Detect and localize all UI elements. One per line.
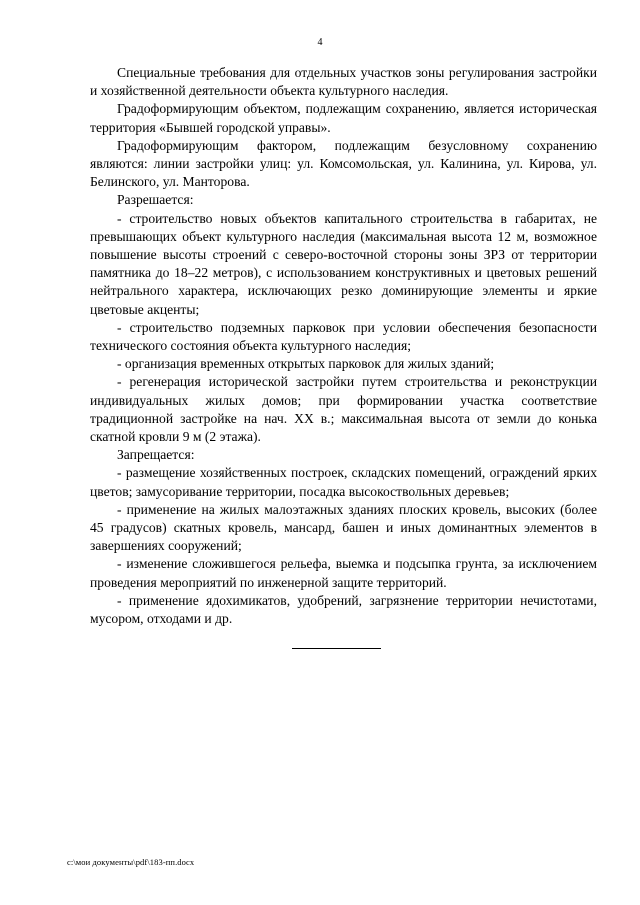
- paragraph-town-forming-object: Градоформирующим объектом, подлежащим сохранению, является историческая территория «Бывшей городской управы».: [90, 101, 597, 135]
- page-number: 4: [317, 37, 323, 48]
- list-item-prohibited-outbuildings: - размещение хозяйственных построек, складских помещений, ограждений ярких цветов; замусоривание территории, посадка высокоствольных деревьев;: [90, 465, 597, 499]
- list-item-prohibited-roofs: - применение на жилых малоэтажных зданиях плоских кровель, высоких (более 45 градусов) скатных кровель, мансард, башен и иных доминантных элементов в завершениях сооружений;: [90, 501, 597, 554]
- list-item-allowed-temporary-parking: - организация временных открытых парковок для жилых зданий;: [117, 356, 495, 372]
- paragraph-town-forming-factor: Градоформирующим фактором, подлежащим безусловному сохранению являются: линии застройки улиц: ул. Комсомольская, ул. Калинина, ул. Кирова, ул. Белинского, ул. Манторова.: [90, 137, 597, 190]
- list-item-allowed-construction: - строительство новых объектов капитального строительства в габаритах, не превышающих объект культурного наследия (максимальная высота 12 м, возможное повышение высоты строений с северо-восточной стороны зоны ЗРЗ от территории памятника до 18–22 метров), с использованием конструктивных и цветовых решений нейтрального характера, исключающих резко доминирующие элементы и яркие цветовые акценты;: [90, 210, 597, 317]
- document-body: [90, 64, 597, 628]
- list-item-allowed-underground-parking: - строительство подземных парковок при условии обеспечения безопасности технического состояния объекта культурного наследия;: [90, 319, 597, 354]
- list-item-allowed-regeneration: - регенерация исторической застройки путем строительства и реконструкции индивидуальных жилых домов; при формировании участка соответствие традиционной застройке на нач. XX в.; максимальная высота от земли до конька скатной кровли 9 м (2 этажа).: [90, 374, 597, 445]
- list-item-prohibited-relief-change: - изменение сложившегося рельефа, выемка и подсыпка грунта, за исключением проведения мероприятий по инженерной защите территорий.: [90, 556, 597, 590]
- end-divider-line: [292, 648, 381, 649]
- heading-prohibited: Запрещается:: [117, 447, 195, 463]
- heading-allowed: Разрешается:: [117, 192, 194, 208]
- paragraph-special-requirements: Специальные требования для отдельных участков зоны регулирования застройки и хозяйственной деятельности объекта культурного наследия.: [90, 65, 597, 99]
- footer-file-path: c:\мои документы\pdf\183-пп.docx: [67, 857, 195, 867]
- list-item-prohibited-chemicals: - применение ядохимикатов, удобрений, загрязнение территории нечистотами, мусором, отходами и др.: [90, 592, 597, 627]
